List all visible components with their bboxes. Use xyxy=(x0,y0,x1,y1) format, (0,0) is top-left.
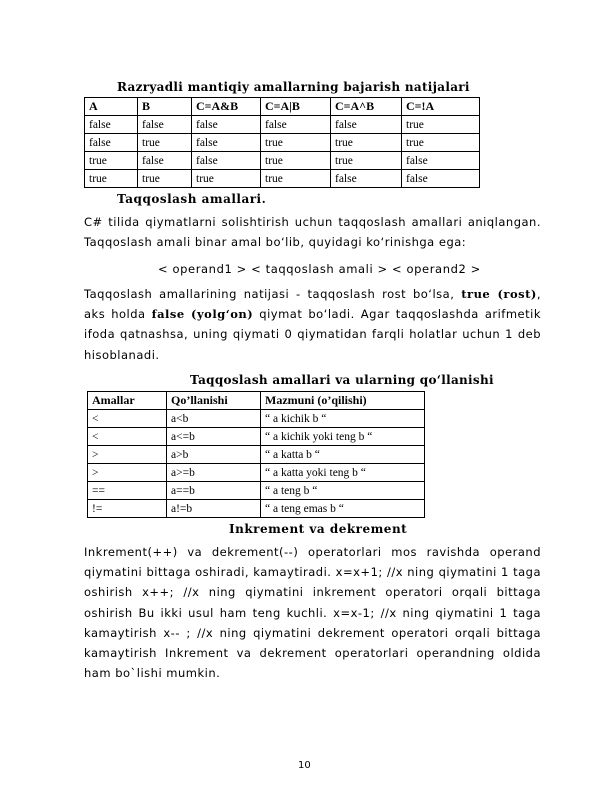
table-cell: a<=b xyxy=(167,428,261,446)
table-cell: false xyxy=(331,116,402,134)
table-cell: a>b xyxy=(167,446,261,464)
column-header: C=A|B xyxy=(261,98,331,116)
column-header: C=!A xyxy=(402,98,480,116)
table-cell: false xyxy=(138,152,192,170)
comparison-result-paragraph xyxy=(84,284,541,365)
comparison-operators-table xyxy=(87,391,425,518)
table-cell: false xyxy=(85,134,138,152)
table-row xyxy=(88,500,425,518)
table-cell: true xyxy=(85,152,138,170)
table-cell: false xyxy=(402,152,480,170)
table-cell: false xyxy=(402,170,480,188)
column-header: Qo’llanishi xyxy=(167,392,261,410)
comparison-intro-paragraph: C# tilida qiymatlarni solishtirish uchun taqqoslash amallari aniqlangan. Taqqoslash amali binar amal bo‘lib, quyidagi ko‘rinishga ega: xyxy=(84,215,541,250)
table-cell: false xyxy=(192,134,261,152)
table-cell: < xyxy=(88,410,167,428)
table-cell: “ a teng b “ xyxy=(261,482,425,500)
comparison-heading: Taqqoslash amallari. xyxy=(117,192,267,206)
table-cell: false xyxy=(331,170,402,188)
table-row xyxy=(88,482,425,500)
comparison-table-caption: Taqqoslash amallari va ularning qo‘llanishi xyxy=(190,373,494,387)
table-cell: > xyxy=(88,464,167,482)
table-cell: true xyxy=(402,134,480,152)
table-row xyxy=(88,428,425,446)
result-text-part: Taqqoslash amallarining natijasi - taqqoslash rost bo‘lsa, xyxy=(84,287,455,301)
increment-heading: Inkrement va dekrement xyxy=(229,522,408,536)
table-cell: a==b xyxy=(167,482,261,500)
table-cell: a>=b xyxy=(167,464,261,482)
table-row xyxy=(85,134,480,152)
table-cell: true xyxy=(331,134,402,152)
table-cell: false xyxy=(261,116,331,134)
table-cell: true xyxy=(261,134,331,152)
table-cell: true xyxy=(261,152,331,170)
table-cell: true xyxy=(138,170,192,188)
logic-results-table xyxy=(84,97,480,188)
table-cell: < xyxy=(88,428,167,446)
table-cell: true xyxy=(85,170,138,188)
table-cell: true xyxy=(138,134,192,152)
table-cell: “ a kichik yoki teng b “ xyxy=(261,428,425,446)
table-cell: “ a katta yoki teng b “ xyxy=(261,464,425,482)
table-header-row xyxy=(88,392,425,410)
increment-paragraph: Inkrement(++) va dekrement(--) operatorlari mos ravishda operand qiymatini bittaga oshiradi, kamaytiradi. x=x+1; //x ning qiymatini 1 taga oshirish x++; //x ning qiymatini inkrement operatori orqali bittaga oshirish Bu ikki usul ham teng kuchli. x=x-1; //x ning qiymatini 1 taga kamaytirish x-- ; //x ning qiymatini dekrement operatori orqali bittaga kamaytirish Inkrement va dekrement operatorlari operandning oldida ham bo`lishi mumkin. xyxy=(84,545,541,681)
table-cell: “ a katta b “ xyxy=(261,446,425,464)
result-text-part: , aks holda xyxy=(84,287,542,322)
table-row xyxy=(88,410,425,428)
table-cell: a!=b xyxy=(167,500,261,518)
table-header-row xyxy=(85,98,480,116)
table-row xyxy=(88,446,425,464)
table-cell: true xyxy=(331,152,402,170)
table-cell: false xyxy=(192,116,261,134)
table-cell: a<b xyxy=(167,410,261,428)
true-term: true (rost) xyxy=(461,287,537,301)
table-row xyxy=(85,170,480,188)
table-cell: true xyxy=(402,116,480,134)
comparison-formula: < operand1 > < taqqoslash amali > < operand2 > xyxy=(158,262,481,276)
false-term: false (yolg‘on) xyxy=(151,307,254,322)
logic-table-caption: Razryadli mantiqiy amallarning bajarish natijalari xyxy=(117,80,470,94)
column-header: Amallar xyxy=(88,392,167,410)
table-row xyxy=(88,464,425,482)
table-cell: “ a teng emas b “ xyxy=(261,500,425,518)
table-cell: > xyxy=(88,446,167,464)
table-cell: false xyxy=(192,152,261,170)
table-cell: false xyxy=(138,116,192,134)
table-cell: “ a kichik b “ xyxy=(261,410,425,428)
page-number: 10 xyxy=(298,760,311,771)
column-header: Mazmuni (o’qilishi) xyxy=(261,392,425,410)
column-header: A xyxy=(85,98,138,116)
column-header: C=A^B xyxy=(331,98,402,116)
table-row xyxy=(85,116,480,134)
result-text-part: qiymat bo‘ladi. Agar taqqoslashda arifmetik ifoda qatnashsa, uning qiymati 0 qiymatidan farqli holatlar uchun 1 deb hisoblanadi. xyxy=(84,307,541,362)
table-cell: true xyxy=(261,170,331,188)
column-header: B xyxy=(138,98,192,116)
table-cell: false xyxy=(85,116,138,134)
table-cell: true xyxy=(192,170,261,188)
table-cell: == xyxy=(88,482,167,500)
column-header: C=A&B xyxy=(192,98,261,116)
table-row xyxy=(85,152,480,170)
table-cell: != xyxy=(88,500,167,518)
